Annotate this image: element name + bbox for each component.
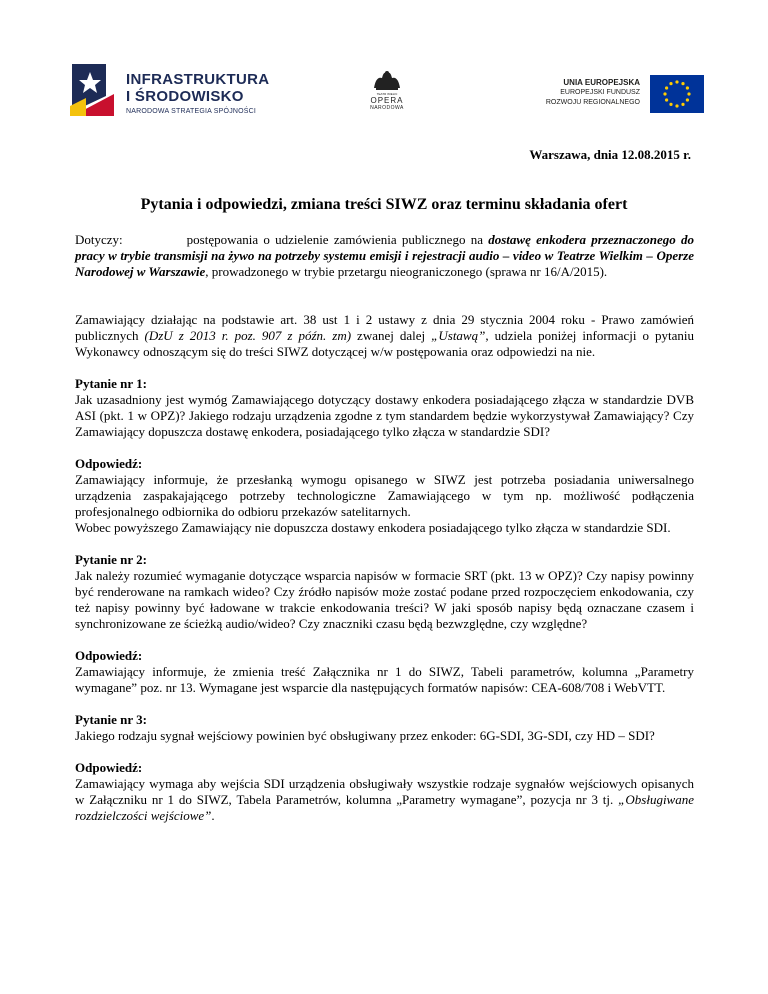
legal-term: „Ustawą” <box>431 328 486 343</box>
question-3-label: Pytanie nr 3: <box>75 712 147 727</box>
legal-text-3: , udziela poniżej informacji o pytaniu Wykonawcy odnoszącym się do treści SIWZ dotyczącej w/w postępowania oraz odpowiedzi na nie. <box>75 328 695 359</box>
logo-opera-narodowa <box>362 68 412 120</box>
question-2-text: Jak należy rozumieć wymaganie dotyczące wsparcia napisów w formacie SRT (pkt. 13 w OPZ)? Czy napisy powinny być renderowane na ramkach wideo? Czy źródło napisów może zostać podane przed rozpoczęciem enkodowania, czy też napisy powinny być ładowane w trakcie enkodowania treści? W jaki sposób napisy będą oznaczane czasem i synchronizowane ze ścieżką audio/wideo? Czy znaczniki czasu będą bezwzględne, czy względne? <box>75 568 694 631</box>
legal-citation: (DzU z 2013 r. poz. 907 z późn. zm) <box>144 328 352 343</box>
eu-line-1: UNIA EUROPEJSKA <box>563 78 640 87</box>
document-date: Warszawa, dnia 12.08.2015 r. <box>529 147 691 162</box>
opera-line-0: TEATR WIELKI <box>376 92 398 96</box>
legal-text-1: Zamawiający działając na podstawie art. 38 ust 1 i 2 ustawy z dnia 29 stycznia 2004 roku - Prawo zamówień publicznych <box>75 312 694 343</box>
intro-text-1: postępowania o udzielenie zamówienia publicznego na <box>186 232 489 247</box>
question-2-label: Pytanie nr 2: <box>75 552 147 567</box>
eu-line-2: EUROPEJSKI FUNDUSZ <box>560 89 640 96</box>
document-header <box>0 0 768 130</box>
eu-line-3: ROZWOJU REGIONALNEGO <box>545 99 640 106</box>
opera-line-2: NARODOWA <box>370 105 404 111</box>
answer-3-label: Odpowiedź: <box>75 760 143 775</box>
intro-text-2: , prowadzonego w trybie przetargu nieograniczonego (sprawa nr 16/A/2015). <box>205 264 608 279</box>
document-title: Pytania i odpowiedzi, zmiana treści SIWZ oraz terminu składania ofert <box>140 196 628 213</box>
answer-2-label: Odpowiedź: <box>75 648 143 663</box>
question-3-text: Jakiego rodzaju sygnał wejściowy powinien być obsługiwany przez enkoder: 6G-SDI, 3G-SDI, czy HD – SDI? <box>75 728 655 743</box>
logo-unia-europejska <box>524 77 704 117</box>
star-flag-icon <box>70 60 120 116</box>
logo-line-2: I ŚRODOWISKO <box>126 88 244 105</box>
opera-line-1: OPERA <box>370 96 404 105</box>
logo-infrastruktura-srodowisko <box>70 60 290 120</box>
intro-label: Dotyczy: <box>75 232 123 247</box>
answer-1-label: Odpowiedź: <box>75 456 143 471</box>
answer-3-reference: „Obsługiwane rozdzielczości wejściowe” <box>75 792 694 823</box>
answer-1-text-1: Zamawiający informuje, że przesłanką wymogu opisanego w SIWZ jest potrzeba posiadania uniwersalnego urządzenia zaspakajającego potrzeby technologiczne Zamawiającego w tym np. możliwość podłączenia profesjonalnego odbiornika do odbioru przekazów satelitarnych. <box>75 472 694 519</box>
answer-3-text-2: . <box>211 808 215 823</box>
legal-text-2: zwanej dalej <box>351 328 432 343</box>
answer-3-text-1: Zamawiający wymaga aby wejścia SDI urządzenia obsługiwały wszystkie rodzaje sygnałów wejściowych opisanych w Załączniku nr 1 do SIWZ, Tabela Parametrów, kolumna „Parametry wymagane”, pozycja nr 3 tj. <box>75 776 694 807</box>
question-1-label: Pytanie nr 1: <box>75 376 147 391</box>
answer-1-text-2: Wobec powyższego Zamawiający nie dopuszcza dostawy enkodera posiadającego tylko złącza w standardzie SDI. <box>75 520 671 535</box>
question-1-text: Jak uzasadniony jest wymóg Zamawiającego dotyczący dostawy enkodera posiadającego złącza w standardzie DVB ASI (pkt. 1 w OPZ)? Jakiego rodzaju urządzenia zgodne z tym standardem będzie wykorzystywał Zamawiający? Czy Zamawiający dopuszcza dostawę enkodera, posiadającego tylko złącza w standardzie SDI? <box>75 392 694 439</box>
intro-subject: dostawę enkodera przeznaczonego do pracy w trybie transmisji na żywo na potrzeby systemu emisji i rejestracji audio – video w Teatrze Wielkim – Operze Narodowej w Warszawie <box>75 232 694 279</box>
answer-3-text <box>75 776 694 824</box>
intro-paragraph <box>75 232 694 280</box>
eu-flag-icon <box>650 75 704 113</box>
logo-line-1: INFRASTRUKTURA <box>126 71 270 88</box>
answer-2-text: Zamawiający informuje, że zmienia treść Załącznika nr 1 do SIWZ, Tabeli parametrów, kolumna „Parametry wymagane” poz. nr 13. Wymagane jest wsparcie dla następujących formatów napisów: CEA-608/708 i WebVTT. <box>75 664 694 695</box>
opera-crest-icon <box>370 68 404 92</box>
legal-basis-paragraph <box>75 312 694 360</box>
document-body <box>75 232 694 824</box>
eu-text <box>546 77 640 108</box>
logo-line-3: NARODOWA STRATEGIA SPÓJNOŚCI <box>126 108 257 115</box>
